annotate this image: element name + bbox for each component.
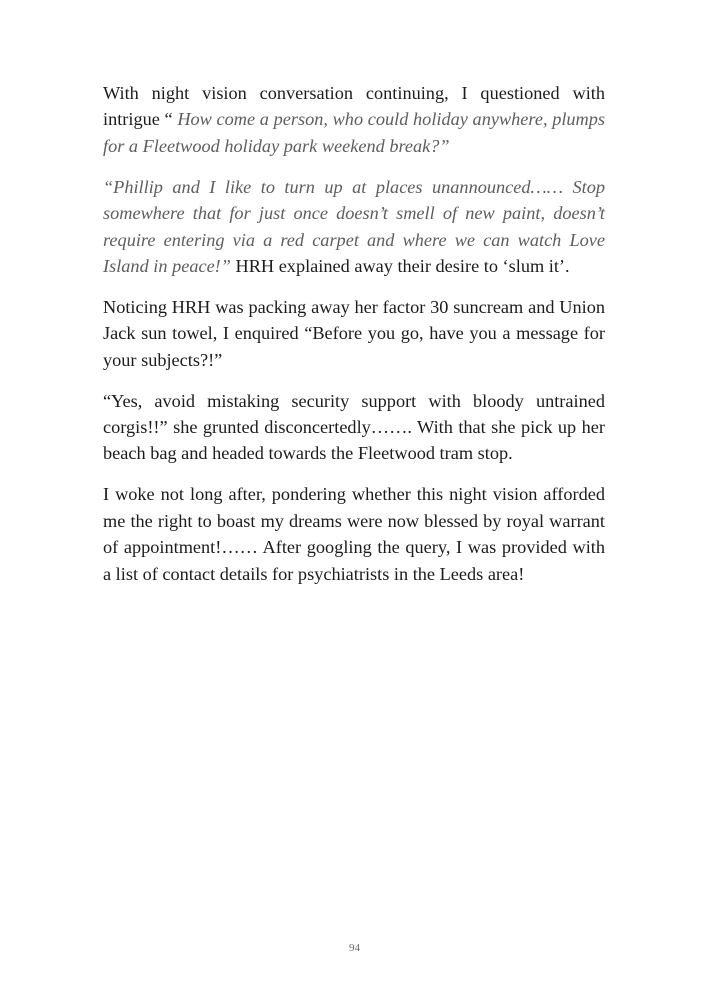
paragraph-5: I woke not long after, pondering whether this night vision afforded me the right to boast my dreams were now blessed by royal warrant of appointment!…… After googling the query, I was provided with a list of contact details for psychiatrists in the Leeds area! (103, 484, 605, 584)
paragraph-2-quote: “Phillip and I like to turn up at places unannounced…… Stop somewhere that for just once doesn’t smell of new paint, doesn’t require entering via a red carpet and where we can watch Love Island in peace!” (103, 176, 605, 276)
paragraph-2 (103, 174, 605, 280)
paragraph-2-tail: HRH explained away their desire to ‘slum it’. (230, 255, 570, 276)
paragraph-4: “Yes, avoid mistaking security support with bloody untrained corgis!!” she grunted disconcertedly……. With that she pick up her beach bag and headed towards the Fleetwood tram stop. (103, 390, 605, 464)
paragraph-1-quote: How come a person, who could holiday anywhere, plumps for a Fleetwood holiday park weekend break?” (103, 109, 606, 156)
body-text (103, 80, 605, 601)
paragraph-1 (103, 80, 605, 159)
page-number: 94 (349, 942, 360, 954)
paragraph-1-intro: With night vision conversation continuing, I questioned with intrigue “ (103, 83, 605, 130)
paragraph-3: Noticing HRH was packing away her factor 30 suncream and Union Jack sun towel, I enquired “Before you go, have you a message for your subjects?!” (103, 296, 605, 370)
